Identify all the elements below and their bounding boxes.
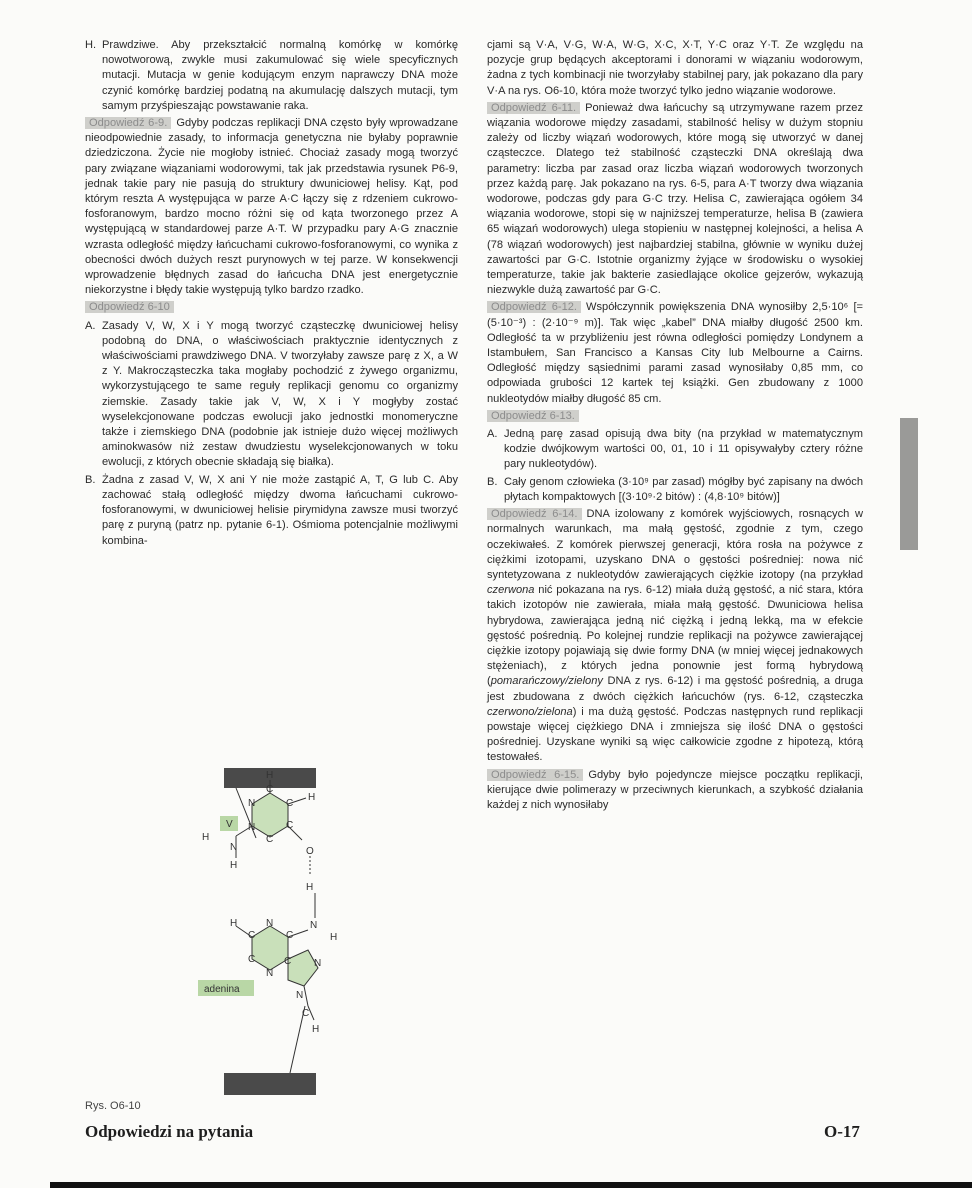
answer-6-13-item-a (487, 427, 863, 473)
adenine-label: adenina (204, 984, 240, 995)
atom-label: H (230, 860, 238, 871)
bond-line (304, 986, 308, 1006)
answer-6-14-text: ) i ma dużą gęstość. Podczas następnych rund replikacji powstaje więcej ciężkiego DNA i zmniejsza się ilość DNA o gęstości pośredniej. Uzyskane wyniki są więc całkowicie zgodne z hipotezą, którą testowałeś. (487, 705, 863, 764)
footer-title: Odpowiedzi na pytania (85, 1122, 254, 1141)
atom-label: N (310, 920, 318, 931)
item-label: B. (85, 473, 96, 486)
atom-label: H (306, 882, 314, 893)
answer-6-14-text: DNA izolowany z komórek wyjściowych, rosnących w normalnych warunkach, ma małą gęstość, zgodnie z tym, czego oczekiwałeś. Z komórek pierwszej generacji, która rosła na pożywce z ciężkimi izotopami, uzyskano DNA o gęstości pośredniej: nowa nić syntetyzowana z nukleotydów zawierających ciężkie izotopy (na przykład (487, 508, 863, 581)
figure-caption: Rys. O6-10 (85, 1100, 141, 1112)
answer-6-14-heading: Odpowiedź 6-14. (487, 508, 582, 520)
right-column (487, 38, 863, 815)
bottom-scan-edge (50, 1182, 972, 1188)
atom-label: C (286, 930, 294, 941)
answer-6-12-heading: Odpowiedź 6-12. (487, 301, 581, 313)
atom-label: C (302, 1008, 310, 1019)
answer-6-14-italic: pomarańczowy/zielony (490, 675, 603, 688)
v-ring (252, 793, 288, 837)
answer-6-10-continued: cjami są V·A, V·G, W·A, W·G, X·C, X·T, Y·C oraz Y·T. Ze względu na pozycje grup będących akceptorami i donorami w wiązaniu wodorowym, żadna z tych kombinacji nie tworzyłaby stabilnej pary, jak pokazano dla pary V·A na rys. O6-10, która może tworzyć tylko jedno wiązanie wodorowe. (487, 39, 863, 97)
atom-label: N (266, 918, 274, 929)
atom-label: C (248, 930, 256, 941)
adenine-ring-6 (252, 926, 288, 970)
answer-6-10-item-a (85, 319, 458, 471)
atom-label: C (266, 784, 274, 795)
answer-6-11 (487, 101, 863, 299)
item-text: Prawdziwe. Aby przekształcić normalną komórkę w komórkę nowotworową, zwykle musi zakumulować się wiele specyficznych mutacji. Mutacja w genie kodującym enzym naprawczy DNA może czynić komórkę bardziej podatną na akumulację dalszych mutacji, tym samym przyśpieszając powstawanie raka. (102, 39, 458, 112)
answer-6-9 (85, 116, 458, 298)
item-label: A. (487, 428, 498, 441)
answer-6-14-text: DNA z rys. 6-12) i ma gęstość pośrednią, a druga jest zbudowana z dwóch ciężkich łańcuchów (rys. 6-12, cząsteczka (487, 675, 863, 703)
answer-6-12 (487, 300, 863, 406)
base-pair-diagram (190, 768, 370, 1143)
answer-6-15-heading: Odpowiedź 6-15. (487, 769, 583, 781)
item-text: Żadna z zasad V, W, X ani Y nie może zastąpić A, T, G lub C. Aby zachować stałą odległość między dwoma łańcuchami cukrowo-fosforanowymi, w dwuniciowej helisie pirymidyna zawsze musi tworzyć parę z puryną (patrz np. pytanie 6-1). Ośmioma potencjalnie możliwymi kombina- (102, 473, 458, 547)
atom-label: N (314, 958, 322, 969)
answer-6-14-text: nić pokazana na rys. 6-12) miała dużą gęstość, a nić stara, która takich izotopów nie zawierała, miała małą gęstość. Dwuniciowa helisa hybrydowa, zawierająca jedną nić ciężką i jedną lekką, ma w efekcie gęstość pośrednią. Po kolejnej rundzie replikacji na pożywce zawierającej ciężkie izotopy pojawiają się dwie formy DNA (w mniej więcej jednakowych stężeniach), z których jedna ponownie jest formą hybrydową ( (487, 584, 863, 688)
item-text: Jedną parę zasad opisują dwa bity (na przykład w matematycznym kodzie dwójkowym wartości 00, 01, 10 i 11 opisywałyby cztery różne pary nukleotydów). (504, 428, 863, 471)
answer-6-9-heading: Odpowiedź 6-9. (85, 117, 171, 129)
left-column (85, 38, 458, 551)
atom-label: N (248, 822, 256, 833)
figure-o6-10 (190, 768, 370, 1143)
answer-6-13-item-b (487, 475, 863, 505)
atom-label: C (286, 820, 294, 831)
v-label: V (226, 819, 233, 830)
atom-label: H (202, 832, 210, 843)
answer-6-11-text: Ponieważ dwa łańcuchy są utrzymywane razem przez wiązania wodorowe między zasadami, stabilność helisy w dużym stopniu zależy od liczby wiązań wodorowych, które mogą się utworzyć w danej cząsteczce. Dlatego też stabilność cząsteczki DNA określają dwa parametry: liczba par zasad oraz liczba wiązań wodorowych tworzonych przez każdą parę. Jak pokazano na rys. 6-5, para A·T tworzy dwa wiązania wodorowe, podczas gdy para G·C trzy. Helisa C, zawierająca ogółem 34 wiązania wodorowe, stopi się w najniższej temperaturze, helisa B (zawiera 65 wiązań wodorowych) ulega stopieniu w następnej kolejności, a helisa A (78 wiązań wodorowych) jest najbardziej stabilna, głównie w wyniku dużej zawartości par G·C. Istotnie organizmy żyjące w środowisku o wysokiej temperaturze, takie jak bakterie zasiedlające okolice gejzerów, wykazują niezwykle dużą zawartość par G·C. (487, 101, 863, 297)
page-number: O-17 (824, 1122, 860, 1141)
answer-6-13 (487, 409, 863, 424)
item-label: H. (85, 39, 97, 51)
atom-label: C (286, 798, 294, 809)
answer-6-12-text: Współczynnik powiększenia DNA wynosiłby 2,5·10⁶ [= (5·10⁻³) : (2·10⁻⁹ m)]. Tak więc „kabel” DNA miałby długość 2500 km. Odległość ta w przybliżeniu jest równa odległości pomiędzy Londynem a Istambułem, San Francisco a Kansas City lub Melbourne a Cairns. Odległość między sąsiednimi parami zasad wynosiłaby 0,85 mm, co odpowiada grubości 12 kartek tej książki. Gen zbudowany z 1000 nukleotydów miałby długość 85 cm. (487, 301, 864, 405)
item-label: A. (85, 319, 96, 332)
answer-6-15 (487, 768, 863, 814)
atom-label: N (266, 968, 274, 979)
answer-6-14 (487, 507, 863, 765)
atom-label: O (306, 846, 314, 857)
answer-6-14-italic: czerwono/zielona (487, 705, 573, 718)
atom-label: H (308, 792, 316, 803)
item-text: Cały genom człowieka (3·10⁹ par zasad) mógłby być zapisany na dwóch płytach kompaktowych [(3·10⁹·2 bitów) : (4,8·10⁹ bitów)] (504, 475, 863, 503)
answer-6-10-item-b (85, 473, 458, 549)
chapter-edge-tab (900, 418, 918, 550)
atom-label: C (284, 956, 292, 967)
atom-label: H (230, 918, 238, 929)
answer-6-14-italic: czerwona (487, 584, 535, 597)
answer-6-10-heading: Odpowiedź 6-10 (85, 301, 174, 313)
atom-label: N (248, 798, 256, 809)
atom-label: N (296, 990, 304, 1001)
answer-6-9-text: Gdyby podczas replikacji DNA często były wprowadzane nieodpowiednie zasady, to informacja genetyczna nie byłaby poprawnie dziedziczona. Życie nie mogłoby istnieć. Chociaż zasady mogą tworzyć pary związane wiązaniami wodorowymi, tak jak przedstawia rysunek P6-9, jednak takie pary nie pasują do struktury dwuniciowej helisy. Kąt, pod którym reszta A występująca w parze A·C łączy się z rdzeniem cukrowo-fosforanowym, bardzo mocno różni się od kąta tworzonego przez A występującą w standardowej parze A·T. W przypadku pary A·G znacznie wzrasta odległość między łańcuchami cukrowo-fosforanowymi, co wynika z obecności dwóch dużych reszt purynowych w tej parze. W konsekwencji wprowadzenie błędnych zasad do łańcucha DNA jest energetycznie niekorzystne i błędy takie występują tylko bardzo rzadko. (85, 117, 459, 297)
item-text: Zasady V, W, X i Y mogą tworzyć cząsteczkę dwuniciowej helisy podobną do DNA, o właściwościach praktycznie identycznych z właściwościami prawdziwego DNA. V tworzyłaby zawsze parę z X, a W z Y. Makrocząsteczka taka mogłaby pochodzić z żywego organizmu, wykorzystującego te same reguły replikacji genomu co organizmy ziemskie. Zasady takie jak V, W, X i Y mogłyby zostać wyselekcjonowane podczas ewolucji jako jednostki monomeryczne także i ziemskiego DNA (podobnie jak istnieje dużo więcej możliwych aminokwasów niż zestaw dwudziestu wyselekcjonowanych w toku ewolucji, z których obecnie składają się białka). (102, 319, 458, 469)
atom-label: N (230, 842, 238, 853)
answer-6-11-heading: Odpowiedź 6-11. (487, 102, 580, 114)
answer-6-8-item-h (85, 38, 458, 114)
answer-6-15-text: Gdyby było pojedyncze miejsce początku replikacji, kierujące dwie polimerazy w przeciwnych kierunkach, a szybkość działania każdej z nich wynosiłaby (487, 768, 863, 811)
atom-label: H (266, 770, 274, 781)
atom-label: H (312, 1024, 320, 1035)
atom-label: H (330, 932, 338, 943)
atom-label: C (248, 954, 256, 965)
backbone-block-bottom (224, 1073, 316, 1095)
item-label: B. (487, 475, 498, 488)
answer-6-10 (85, 300, 458, 315)
atom-label: C (266, 834, 274, 845)
answer-6-13-heading: Odpowiedź 6-13. (487, 410, 579, 422)
